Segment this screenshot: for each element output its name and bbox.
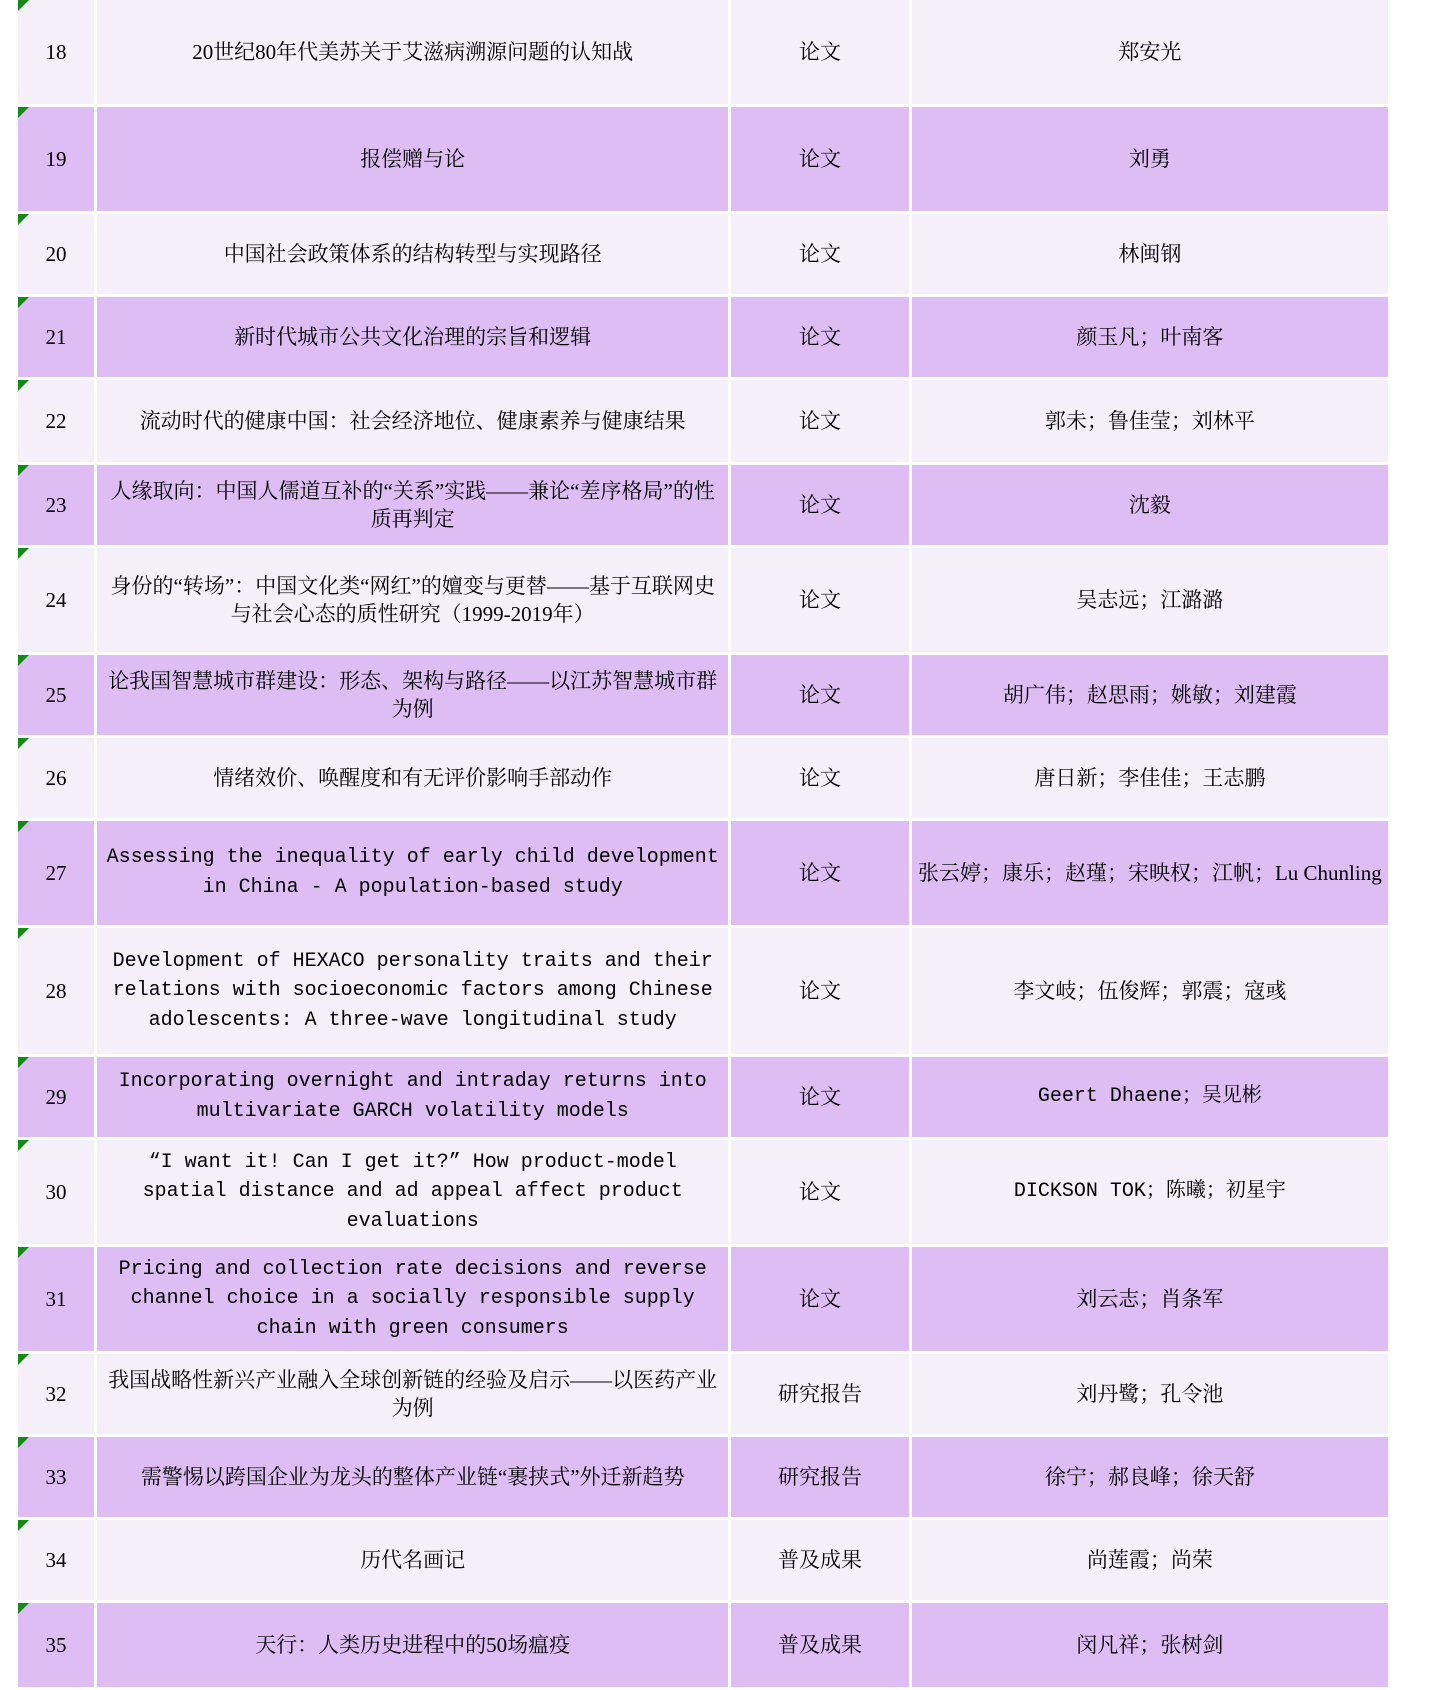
table-row[interactable] — [18, 1437, 1388, 1520]
achievement-title-cell[interactable]: 人缘取向：中国人儒道互补的“关系”实践——兼论“差序格局”的性质再判定 — [97, 465, 731, 548]
table-row[interactable] — [18, 1140, 1388, 1247]
table-row[interactable] — [18, 1520, 1388, 1603]
authors-cell[interactable]: Geert Dhaene；吴见彬 — [912, 1057, 1388, 1140]
achievement-title-cell[interactable]: 中国社会政策体系的结构转型与实现路径 — [97, 214, 731, 297]
achievement-title-cell[interactable]: “I want it! Can I get it?” How product-model spatial distance and ad appeal affect product evaluations — [97, 1140, 731, 1247]
authors-cell[interactable]: 颜玉凡；叶南客 — [912, 297, 1388, 380]
table-row[interactable] — [18, 738, 1388, 821]
achievement-title-cell[interactable]: 流动时代的健康中国：社会经济地位、健康素养与健康结果 — [97, 380, 731, 465]
row-number-cell[interactable]: 18 — [18, 0, 97, 107]
authors-cell[interactable]: 刘勇 — [912, 107, 1388, 214]
achievement-type-cell[interactable]: 论文 — [731, 1247, 911, 1354]
row-number-cell[interactable]: 28 — [18, 928, 97, 1057]
authors-cell[interactable]: 刘云志；肖条军 — [912, 1247, 1388, 1354]
achievement-type-cell[interactable]: 论文 — [731, 297, 911, 380]
table-row[interactable] — [18, 548, 1388, 655]
achievement-type-cell[interactable]: 研究报告 — [731, 1354, 911, 1437]
table-body — [18, 0, 1388, 1690]
comment-marker-icon — [18, 821, 29, 832]
comment-marker-icon — [18, 1057, 29, 1068]
achievement-title-cell[interactable]: Assessing the inequality of early child development in China - A population-based study — [97, 821, 731, 928]
row-number-cell[interactable]: 19 — [18, 107, 97, 214]
comment-marker-icon — [18, 107, 29, 118]
achievement-type-cell[interactable]: 研究报告 — [731, 1437, 911, 1520]
row-number-cell[interactable]: 25 — [18, 655, 97, 738]
table-row[interactable] — [18, 1603, 1388, 1690]
results-table — [18, 0, 1388, 1690]
comment-marker-icon — [18, 738, 29, 749]
comment-marker-icon — [18, 465, 29, 476]
achievement-type-cell[interactable]: 论文 — [731, 465, 911, 548]
comment-marker-icon — [18, 1354, 29, 1365]
comment-marker-icon — [18, 380, 29, 391]
comment-marker-icon — [18, 1247, 29, 1258]
comment-marker-icon — [18, 1520, 29, 1531]
authors-cell[interactable]: 李文岐；伍俊辉；郭震；寇彧 — [912, 928, 1388, 1057]
achievement-type-cell[interactable]: 论文 — [731, 928, 911, 1057]
table-row[interactable] — [18, 655, 1388, 738]
table-row[interactable] — [18, 0, 1388, 107]
comment-marker-icon — [18, 1437, 29, 1448]
achievement-type-cell[interactable]: 论文 — [731, 1140, 911, 1247]
achievement-type-cell[interactable]: 论文 — [731, 380, 911, 465]
achievement-title-cell[interactable]: 论我国智慧城市群建设：形态、架构与路径——以江苏智慧城市群为例 — [97, 655, 731, 738]
authors-cell[interactable]: 沈毅 — [912, 465, 1388, 548]
authors-cell[interactable]: 张云婷；康乐；赵瑾；宋映权；江帆；Lu Chunling — [912, 821, 1388, 928]
achievement-title-cell[interactable]: 报偿赠与论 — [97, 107, 731, 214]
row-number-cell[interactable]: 32 — [18, 1354, 97, 1437]
table-row[interactable] — [18, 380, 1388, 465]
table-row[interactable] — [18, 1057, 1388, 1140]
comment-marker-icon — [18, 297, 29, 308]
row-number-cell[interactable]: 31 — [18, 1247, 97, 1354]
comment-marker-icon — [18, 1603, 29, 1614]
row-number-cell[interactable]: 21 — [18, 297, 97, 380]
achievement-title-cell[interactable]: 身份的“转场”：中国文化类“网红”的嬗变与更替——基于互联网史与社会心态的质性研究（1999-2019年） — [97, 548, 731, 655]
table-row[interactable] — [18, 1247, 1388, 1354]
authors-cell[interactable]: DICKSON TOK；陈曦；初星宇 — [912, 1140, 1388, 1247]
comment-marker-icon — [18, 1140, 29, 1151]
row-number-cell[interactable]: 24 — [18, 548, 97, 655]
achievement-title-cell[interactable]: Incorporating overnight and intraday returns into multivariate GARCH volatility models — [97, 1057, 731, 1140]
authors-cell[interactable]: 刘丹鹭；孔令池 — [912, 1354, 1388, 1437]
authors-cell[interactable]: 吴志远；江潞潞 — [912, 548, 1388, 655]
comment-marker-icon — [18, 548, 29, 559]
achievement-type-cell[interactable]: 普及成果 — [731, 1520, 911, 1603]
achievement-title-cell[interactable]: 历代名画记 — [97, 1520, 731, 1603]
authors-cell[interactable]: 林闽钢 — [912, 214, 1388, 297]
table-row[interactable] — [18, 297, 1388, 380]
row-number-cell[interactable]: 29 — [18, 1057, 97, 1140]
authors-cell[interactable]: 尚莲霞；尚荣 — [912, 1520, 1388, 1603]
achievement-type-cell[interactable]: 论文 — [731, 655, 911, 738]
achievement-type-cell[interactable]: 论文 — [731, 214, 911, 297]
row-number-cell[interactable]: 22 — [18, 380, 97, 465]
authors-cell[interactable]: 郑安光 — [912, 0, 1388, 107]
table-row[interactable] — [18, 928, 1388, 1057]
achievement-title-cell[interactable]: 需警惕以跨国企业为龙头的整体产业链“裹挟式”外迁新趋势 — [97, 1437, 731, 1520]
table-row[interactable] — [18, 1354, 1388, 1437]
table-row[interactable] — [18, 214, 1388, 297]
achievement-title-cell[interactable]: 新时代城市公共文化治理的宗旨和逻辑 — [97, 297, 731, 380]
achievement-type-cell[interactable]: 普及成果 — [731, 1603, 911, 1690]
authors-cell[interactable]: 闵凡祥；张树剑 — [912, 1603, 1388, 1690]
achievement-title-cell[interactable]: Pricing and collection rate decisions and reverse channel choice in a socially responsible supply chain with green consumers — [97, 1247, 731, 1354]
row-number-cell[interactable]: 35 — [18, 1603, 97, 1690]
row-number-cell[interactable]: 30 — [18, 1140, 97, 1247]
comment-marker-icon — [18, 655, 29, 666]
row-number-cell[interactable]: 26 — [18, 738, 97, 821]
achievement-type-cell[interactable]: 论文 — [731, 738, 911, 821]
achievement-type-cell[interactable]: 论文 — [731, 1057, 911, 1140]
achievement-title-cell[interactable]: 我国战略性新兴产业融入全球创新链的经验及启示——以医药产业为例 — [97, 1354, 731, 1437]
authors-cell[interactable]: 胡广伟；赵思雨；姚敏；刘建霞 — [912, 655, 1388, 738]
achievement-type-cell[interactable]: 论文 — [731, 548, 911, 655]
table-row[interactable] — [18, 821, 1388, 928]
row-number-cell[interactable]: 20 — [18, 214, 97, 297]
table-row[interactable] — [18, 107, 1388, 214]
authors-cell[interactable]: 徐宁；郝良峰；徐天舒 — [912, 1437, 1388, 1520]
authors-cell[interactable]: 唐日新；李佳佳；王志鹏 — [912, 738, 1388, 821]
comment-marker-icon — [18, 928, 29, 939]
achievement-type-cell[interactable]: 论文 — [731, 107, 911, 214]
comment-marker-icon — [18, 214, 29, 225]
achievement-type-cell[interactable]: 论文 — [731, 0, 911, 107]
table-row[interactable] — [18, 465, 1388, 548]
comment-marker-icon — [18, 0, 29, 11]
achievement-title-cell[interactable]: 20世纪80年代美苏关于艾滋病溯源问题的认知战 — [97, 0, 731, 107]
row-number-cell[interactable]: 34 — [18, 1520, 97, 1603]
row-number-cell[interactable]: 23 — [18, 465, 97, 548]
achievement-title-cell[interactable]: 天行：人类历史进程中的50场瘟疫 — [97, 1603, 731, 1690]
achievement-title-cell[interactable]: 情绪效价、唤醒度和有无评价影响手部动作 — [97, 738, 731, 821]
achievement-title-cell[interactable]: Development of HEXACO personality traits and their relations with socioeconomic factors among Chinese adolescents: A three-wave longitudinal study — [97, 928, 731, 1057]
row-number-cell[interactable]: 27 — [18, 821, 97, 928]
row-number-cell[interactable]: 33 — [18, 1437, 97, 1520]
authors-cell[interactable]: 郭未；鲁佳莹；刘林平 — [912, 380, 1388, 465]
achievement-type-cell[interactable]: 论文 — [731, 821, 911, 928]
